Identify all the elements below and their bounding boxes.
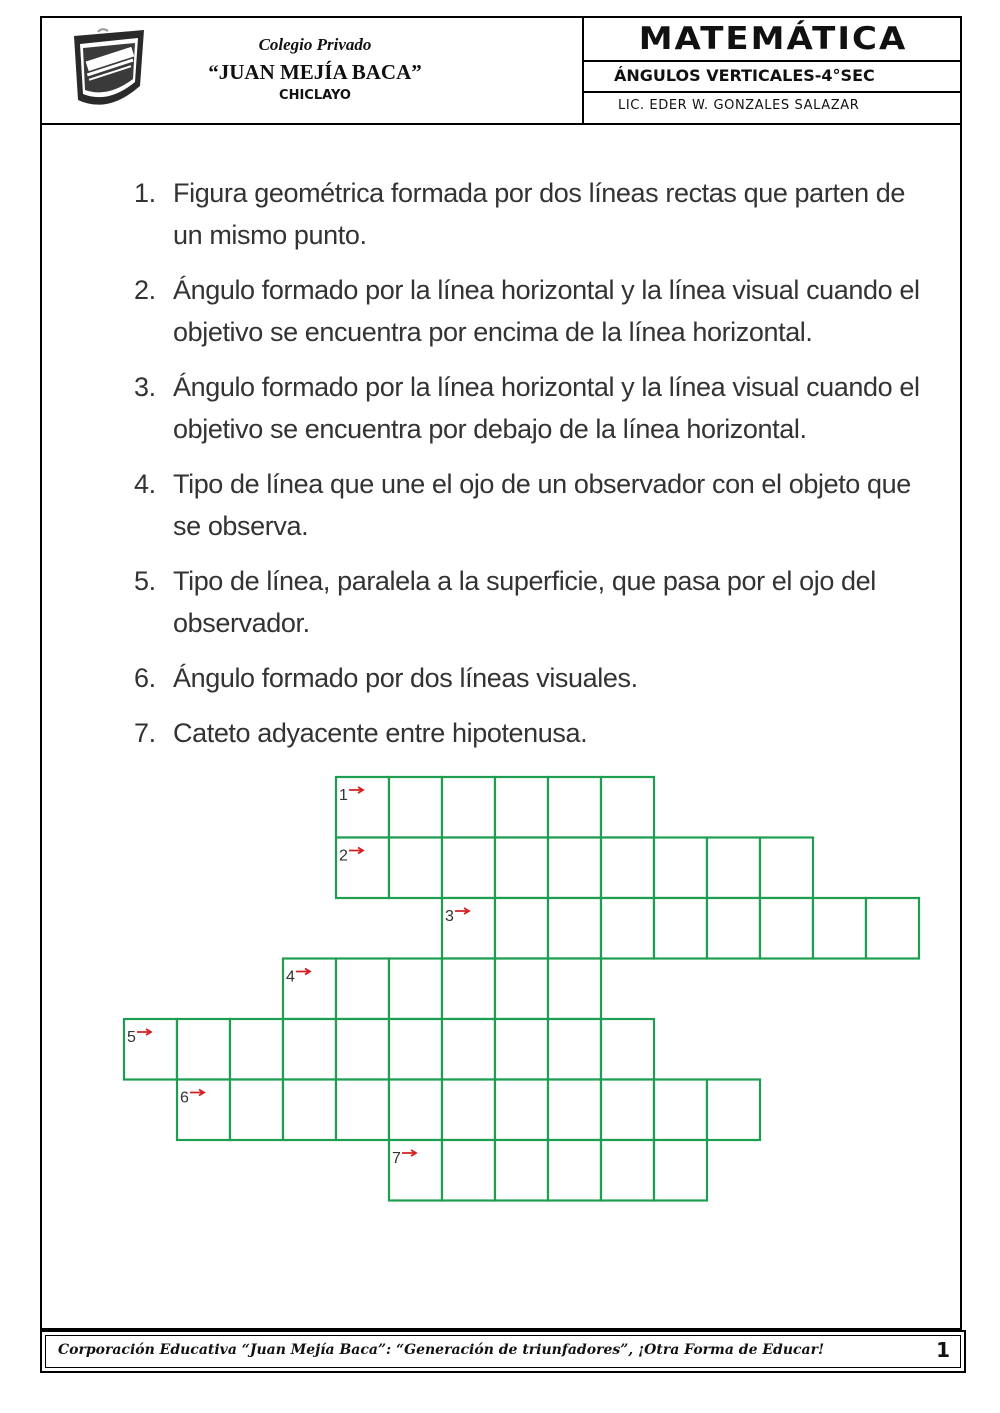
clue-number-label: 4 — [286, 968, 295, 986]
crossword-cell[interactable] — [601, 898, 654, 959]
question-number: 3. — [134, 372, 156, 402]
crossword-cell[interactable] — [495, 1140, 548, 1201]
crossword-cell[interactable] — [548, 1140, 601, 1201]
crossword-cell[interactable] — [654, 1080, 707, 1141]
question-text: Tipo de línea, paralela a la superficie, que pasa por el ojo del observador. — [173, 566, 876, 638]
question-number: 7. — [134, 718, 156, 748]
question-text: Tipo de línea que une el ojo de un observador con el objeto que se observa. — [173, 469, 911, 541]
question-text: Cateto adyacente entre hipotenusa. — [173, 718, 588, 748]
crossword-cell[interactable] — [283, 1080, 336, 1141]
crossword-row-6 — [177, 1080, 760, 1141]
crossword-cell[interactable] — [601, 1140, 654, 1201]
crossword-cell[interactable] — [813, 898, 866, 959]
clue-number-label: 5 — [127, 1029, 136, 1046]
crossword-cell[interactable] — [389, 838, 442, 899]
clue-number-label: 1 — [339, 787, 348, 804]
crossword-cell[interactable] — [707, 838, 760, 899]
subject-title: MATEMÁTICA — [638, 20, 908, 58]
crossword-cell[interactable] — [230, 1019, 283, 1080]
crossword-cell[interactable] — [389, 959, 442, 1020]
crossword-cell[interactable] — [601, 1019, 654, 1080]
topic-title: ÁNGULOS VERTICALES-4°SEC — [614, 66, 875, 85]
crossword-cell[interactable] — [336, 959, 389, 1020]
crossword-cell[interactable] — [654, 1140, 707, 1201]
crossword-cell[interactable] — [495, 1019, 548, 1080]
school-type: Colegio Privado — [258, 35, 372, 54]
question-number: 6. — [134, 663, 156, 693]
crossword-cell[interactable] — [601, 777, 654, 838]
crossword-cell[interactable] — [495, 959, 548, 1020]
crossword-cell[interactable] — [495, 777, 548, 838]
crossword-row-7 — [389, 1140, 707, 1201]
question-number: 1. — [134, 178, 156, 208]
crossword-cell[interactable] — [654, 898, 707, 959]
crossword-cell[interactable] — [283, 1019, 336, 1080]
crossword-cell[interactable] — [548, 1080, 601, 1141]
crossword-cell[interactable] — [548, 898, 601, 959]
crossword-cell[interactable] — [442, 1080, 495, 1141]
crossword-cell[interactable] — [442, 838, 495, 899]
crossword-cell[interactable] — [389, 777, 442, 838]
clue-number-label: 3 — [445, 908, 454, 925]
crossword-cell[interactable] — [442, 959, 495, 1020]
crossword-cell[interactable] — [495, 838, 548, 899]
crossword-row-3 — [442, 898, 919, 959]
crossword-cell[interactable] — [336, 1019, 389, 1080]
footer — [40, 1330, 966, 1373]
page-number: 1 — [936, 1338, 950, 1362]
crossword-cell[interactable] — [601, 838, 654, 899]
crossword-cell[interactable] — [707, 1080, 760, 1141]
question-number: 4. — [134, 469, 156, 499]
teacher-name: LIC. EDER W. GONZALES SALAZAR — [618, 98, 860, 113]
question-number: 2. — [134, 275, 156, 305]
question-text: Ángulo formado por la línea horizontal y la línea visual cuando el objetivo se encuentra por debajo de la línea horizontal. — [173, 372, 920, 444]
crossword-cell[interactable] — [389, 1080, 442, 1141]
crossword-cell[interactable] — [389, 1019, 442, 1080]
clue-number-label: 6 — [180, 1089, 189, 1107]
crossword-cell[interactable] — [442, 1140, 495, 1201]
crossword-cell[interactable] — [760, 898, 813, 959]
crossword-cell[interactable] — [230, 1080, 283, 1141]
crossword-cell[interactable] — [548, 777, 601, 838]
crossword-row-1 — [336, 777, 654, 838]
crossword-cell[interactable] — [548, 838, 601, 899]
crossword-cell[interactable] — [336, 1080, 389, 1141]
crossword-cell[interactable] — [707, 898, 760, 959]
clue-number-label: 2 — [339, 847, 348, 865]
crossword-cell[interactable] — [654, 838, 707, 899]
school-city: CHICLAYO — [279, 88, 351, 103]
crossword-cell[interactable] — [177, 1019, 230, 1080]
crossword-cell[interactable] — [866, 898, 919, 959]
crossword-cell[interactable] — [442, 1019, 495, 1080]
crossword-cell[interactable] — [495, 1080, 548, 1141]
crossword-cell[interactable] — [442, 777, 495, 838]
crossword-row-2 — [336, 838, 813, 899]
crossword-cell[interactable] — [495, 898, 548, 959]
question-text: Ángulo formado por la línea horizontal y la línea visual cuando el objetivo se encuentra por encima de la línea horizontal. — [173, 275, 920, 347]
clue-number-label: 7 — [392, 1150, 401, 1167]
crossword-row-4 — [283, 959, 601, 1020]
school-name: “JUAN MEJÍA BACA” — [208, 60, 422, 84]
crossword-cell[interactable] — [601, 1080, 654, 1141]
crossword-cell[interactable] — [760, 838, 813, 899]
question-text: Figura geométrica formada por dos líneas rectas que parten de un mismo punto. — [173, 178, 906, 250]
crossword-row-5 — [124, 1019, 654, 1080]
crossword-cell[interactable] — [548, 959, 601, 1020]
question-text: Ángulo formado por dos líneas visuales. — [173, 663, 638, 693]
question-number: 5. — [134, 566, 156, 596]
footer-slogan: Corporación Educativa “Juan Mejía Baca”: “Generación de triunfadores”, ¡Otra Forma de Educar! — [58, 1342, 825, 1358]
crossword-cell[interactable] — [548, 1019, 601, 1080]
